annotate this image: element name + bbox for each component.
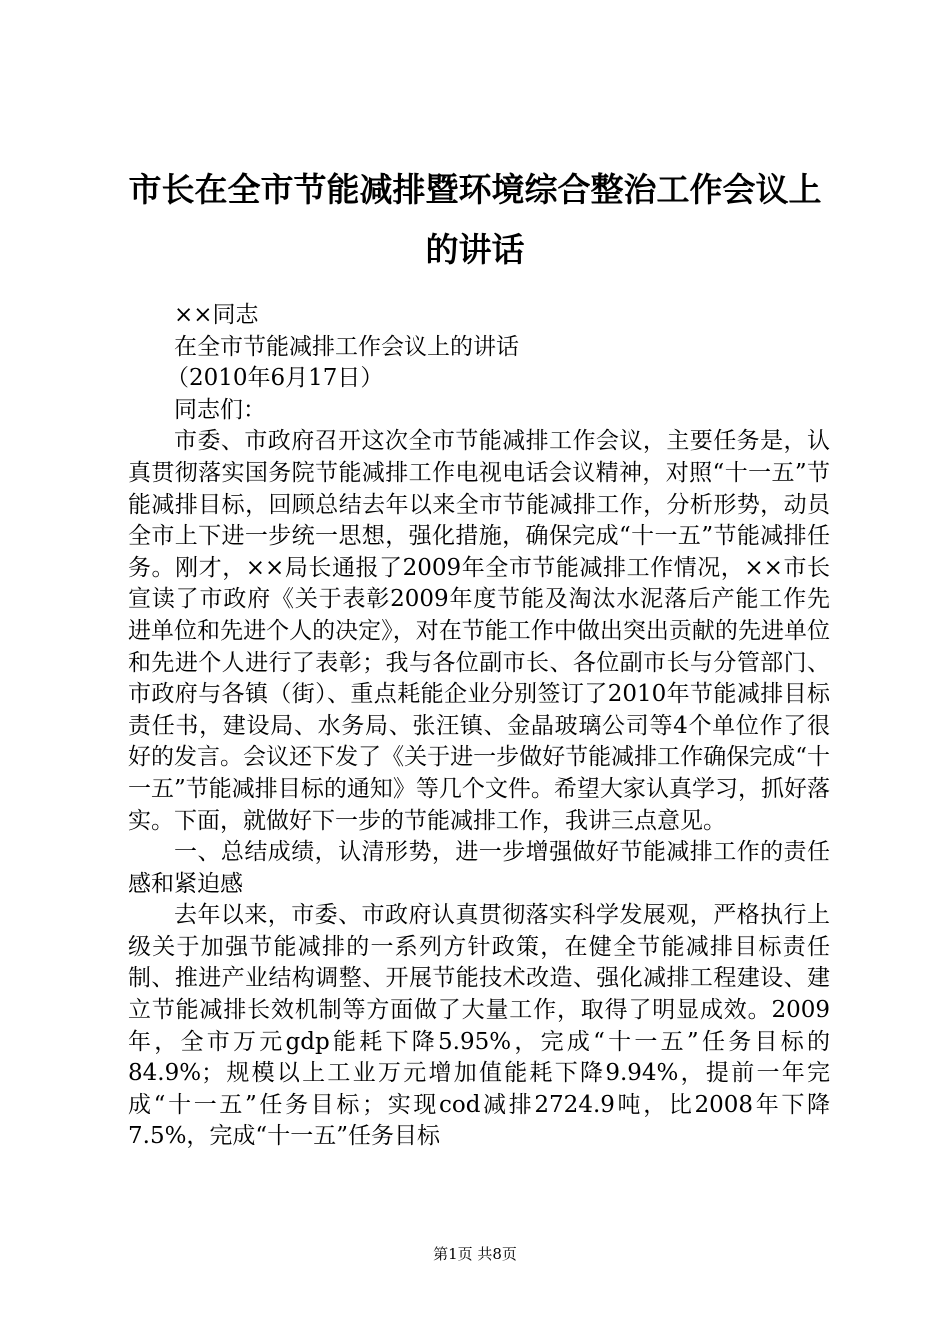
paragraph-date: （2010年6月17日） — [166, 365, 384, 392]
paragraph-speech-title: 在全市节能减排工作会议上的讲话 — [174, 333, 519, 360]
paragraph-salutation: ××同志 — [174, 302, 259, 328]
document-title: 市长在全市节能减排暨环境综合整治工作会议上的讲话 — [128, 170, 822, 269]
document-body — [128, 300, 830, 1153]
paragraph-achievements: 去年以来，市委、市政府认真贯彻落实科学发展观，严格执行上级关于加强节能减排的一系列方针政策，在健全节能减排目标责任制、推进产业结构调整、开展节能技术改造、强化减排工程建设、建立节能减排长效机制等方面做了大量工作，取得了明显成效。2009年，全市万元gdp能耗下降5.95%，完成“十一五”任务目标的84.9%；规模以上工业万元增加值能耗下降9.94%，提前一年完成“十一五”任务目标；实现cod减排2724.9吨，比2008年下降7.5%，完成“十一五”任务目标 — [128, 902, 830, 1150]
page-footer: 第1页 共8页 — [433, 1245, 517, 1263]
paragraph-heading-one: 一、总结成绩，认清形势，进一步增强做好节能减排工作的责任感和紧迫感 — [128, 839, 830, 897]
paragraph-intro: 市委、市政府召开这次全市节能减排工作会议，主要任务是，认真贯彻落实国务院节能减排工作电视电话会议精神，对照“十一五”节能减排目标，回顾总结去年以来全市节能减排工作，分析形势，动员全市上下进一步统一思想，强化措施，确保完成“十一五”节能减排任务。刚才，××局长通报了2009年全市节能减排工作情况，××市长宣读了市政府《关于表彰2009年度节能及淘汰水泥落后产能工作先进单位和先进个人的决定》，对在节能工作中做出突出贡献的先进单位和先进个人进行了表彰；我与各位副市长、各位副市长与分管部门、市政府与各镇（街）、重点耗能企业分别签订了2010年节能减排目标责任书，建设局、水务局、张汪镇、金晶玻璃公司等4个单位作了很好的发言。会议还下发了《关于进一步做好节能减排工作确保完成“十一五”节能减排目标的通知》等几个文件。希望大家认真学习，抓好落实。下面，就做好下一步的节能减排工作，我讲三点意见。 — [128, 428, 830, 834]
paragraph-greeting: 同志们： — [174, 396, 266, 423]
